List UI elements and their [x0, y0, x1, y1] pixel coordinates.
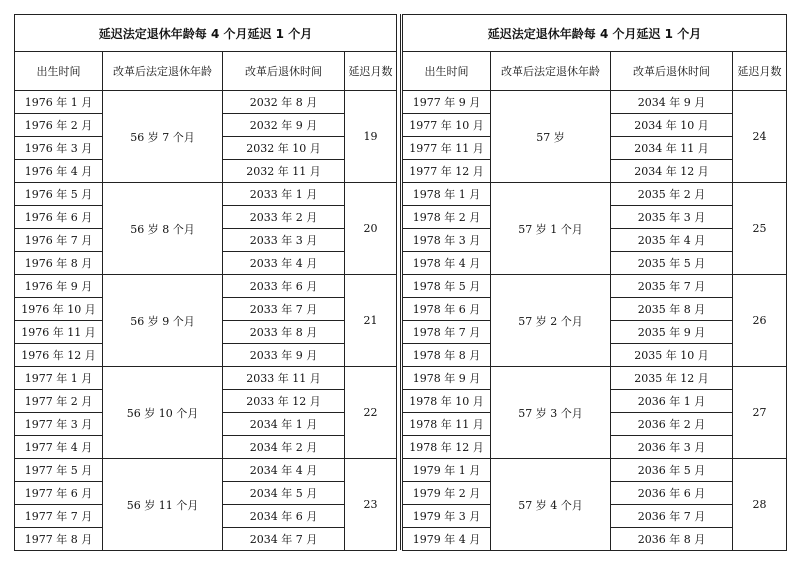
birth-time-cell: 1978 年 10 月	[403, 390, 491, 413]
retirement-time-cell: 2032 年 8 月	[223, 91, 345, 114]
column-header-age: 改革后法定退休年龄	[103, 52, 223, 91]
column-divider	[400, 14, 401, 550]
retirement-time-cell: 2035 年 8 月	[611, 298, 733, 321]
birth-time-cell: 1978 年 4 月	[403, 252, 491, 275]
retirement-age-cell: 57 岁 1 个月	[491, 183, 611, 275]
birth-time-cell: 1976 年 12 月	[15, 344, 103, 367]
table-row	[403, 91, 787, 114]
delay-months-cell: 27	[733, 367, 787, 459]
retirement-age-cell: 56 岁 8 个月	[103, 183, 223, 275]
birth-time-cell: 1976 年 10 月	[15, 298, 103, 321]
retirement-time-cell: 2033 年 11 月	[223, 367, 345, 390]
retirement-time-cell: 2035 年 5 月	[611, 252, 733, 275]
delay-months-cell: 19	[345, 91, 397, 183]
retirement-time-cell: 2036 年 7 月	[611, 505, 733, 528]
retirement-time-cell: 2035 年 2 月	[611, 183, 733, 206]
delay-months-cell: 20	[345, 183, 397, 275]
retirement-time-cell: 2033 年 3 月	[223, 229, 345, 252]
retirement-time-cell: 2036 年 3 月	[611, 436, 733, 459]
birth-time-cell: 1978 年 8 月	[403, 344, 491, 367]
birth-time-cell: 1979 年 4 月	[403, 528, 491, 551]
retirement-time-cell: 2035 年 4 月	[611, 229, 733, 252]
table-row	[15, 367, 397, 390]
retirement-time-cell: 2035 年 10 月	[611, 344, 733, 367]
birth-time-cell: 1977 年 10 月	[403, 114, 491, 137]
retirement-time-cell: 2034 年 11 月	[611, 137, 733, 160]
column-header-age: 改革后法定退休年龄	[491, 52, 611, 91]
retirement-time-cell: 2034 年 10 月	[611, 114, 733, 137]
table-row	[403, 183, 787, 206]
column-header-delay: 延迟月数	[733, 52, 787, 91]
retirement-table-right	[402, 14, 787, 551]
birth-time-cell: 1977 年 5 月	[15, 459, 103, 482]
retirement-time-cell: 2034 年 12 月	[611, 160, 733, 183]
retirement-time-cell: 2033 年 12 月	[223, 390, 345, 413]
table-row	[403, 367, 787, 390]
retirement-time-cell: 2034 年 5 月	[223, 482, 345, 505]
birth-time-cell: 1978 年 11 月	[403, 413, 491, 436]
delay-months-cell: 22	[345, 367, 397, 459]
retirement-time-cell: 2036 年 5 月	[611, 459, 733, 482]
retirement-time-cell: 2034 年 2 月	[223, 436, 345, 459]
retirement-time-cell: 2033 年 4 月	[223, 252, 345, 275]
retirement-time-cell: 2036 年 8 月	[611, 528, 733, 551]
birth-time-cell: 1977 年 6 月	[15, 482, 103, 505]
birth-time-cell: 1977 年 2 月	[15, 390, 103, 413]
birth-time-cell: 1978 年 7 月	[403, 321, 491, 344]
table-title: 延迟法定退休年龄每 4 个月延迟 1 个月	[15, 15, 397, 52]
column-header-retire-time: 改革后退休时间	[223, 52, 345, 91]
table-row	[15, 91, 397, 114]
birth-time-cell: 1978 年 2 月	[403, 206, 491, 229]
table-row	[403, 459, 787, 482]
retirement-time-cell: 2034 年 4 月	[223, 459, 345, 482]
retirement-age-cell: 57 岁 4 个月	[491, 459, 611, 551]
retirement-age-cell: 56 岁 9 个月	[103, 275, 223, 367]
retirement-time-cell: 2034 年 6 月	[223, 505, 345, 528]
retirement-table-left	[14, 14, 397, 551]
birth-time-cell: 1976 年 9 月	[15, 275, 103, 298]
birth-time-cell: 1978 年 1 月	[403, 183, 491, 206]
retirement-time-cell: 2034 年 9 月	[611, 91, 733, 114]
retirement-age-cell: 56 岁 11 个月	[103, 459, 223, 551]
birth-time-cell: 1977 年 11 月	[403, 137, 491, 160]
retirement-time-cell: 2034 年 7 月	[223, 528, 345, 551]
delay-months-cell: 21	[345, 275, 397, 367]
retirement-time-cell: 2033 年 1 月	[223, 183, 345, 206]
birth-time-cell: 1977 年 4 月	[15, 436, 103, 459]
delay-months-cell: 28	[733, 459, 787, 551]
delay-months-cell: 23	[345, 459, 397, 551]
column-header-birth: 出生时间	[15, 52, 103, 91]
retirement-age-cell: 56 岁 7 个月	[103, 91, 223, 183]
retirement-time-cell: 2032 年 11 月	[223, 160, 345, 183]
birth-time-cell: 1976 年 2 月	[15, 114, 103, 137]
birth-time-cell: 1977 年 3 月	[15, 413, 103, 436]
birth-time-cell: 1976 年 8 月	[15, 252, 103, 275]
birth-time-cell: 1978 年 3 月	[403, 229, 491, 252]
birth-time-cell: 1977 年 12 月	[403, 160, 491, 183]
birth-time-cell: 1978 年 12 月	[403, 436, 491, 459]
birth-time-cell: 1976 年 5 月	[15, 183, 103, 206]
table-row	[15, 275, 397, 298]
retirement-time-cell: 2035 年 7 月	[611, 275, 733, 298]
birth-time-cell: 1976 年 6 月	[15, 206, 103, 229]
retirement-age-cell: 57 岁 3 个月	[491, 367, 611, 459]
table-title: 延迟法定退休年龄每 4 个月延迟 1 个月	[403, 15, 787, 52]
birth-time-cell: 1976 年 4 月	[15, 160, 103, 183]
column-header-delay: 延迟月数	[345, 52, 397, 91]
retirement-time-cell: 2036 年 1 月	[611, 390, 733, 413]
birth-time-cell: 1976 年 11 月	[15, 321, 103, 344]
retirement-time-cell: 2035 年 9 月	[611, 321, 733, 344]
retirement-time-cell: 2035 年 3 月	[611, 206, 733, 229]
column-divider	[396, 14, 397, 550]
birth-time-cell: 1978 年 6 月	[403, 298, 491, 321]
retirement-time-cell: 2035 年 12 月	[611, 367, 733, 390]
retirement-time-cell: 2032 年 10 月	[223, 137, 345, 160]
birth-time-cell: 1979 年 1 月	[403, 459, 491, 482]
birth-time-cell: 1976 年 1 月	[15, 91, 103, 114]
delay-months-cell: 24	[733, 91, 787, 183]
retirement-time-cell: 2036 年 6 月	[611, 482, 733, 505]
delay-months-cell: 25	[733, 183, 787, 275]
retirement-time-cell: 2032 年 9 月	[223, 114, 345, 137]
retirement-age-cell: 57 岁 2 个月	[491, 275, 611, 367]
birth-time-cell: 1978 年 9 月	[403, 367, 491, 390]
retirement-age-cell: 56 岁 10 个月	[103, 367, 223, 459]
retirement-time-cell: 2033 年 7 月	[223, 298, 345, 321]
table-row	[15, 459, 397, 482]
delay-months-cell: 26	[733, 275, 787, 367]
retirement-time-cell: 2033 年 6 月	[223, 275, 345, 298]
birth-time-cell: 1979 年 2 月	[403, 482, 491, 505]
birth-time-cell: 1977 年 1 月	[15, 367, 103, 390]
retirement-time-cell: 2034 年 1 月	[223, 413, 345, 436]
birth-time-cell: 1977 年 8 月	[15, 528, 103, 551]
column-header-birth: 出生时间	[403, 52, 491, 91]
retirement-age-cell: 57 岁	[491, 91, 611, 183]
birth-time-cell: 1977 年 9 月	[403, 91, 491, 114]
birth-time-cell: 1977 年 7 月	[15, 505, 103, 528]
birth-time-cell: 1976 年 3 月	[15, 137, 103, 160]
retirement-time-cell: 2033 年 9 月	[223, 344, 345, 367]
table-row	[403, 275, 787, 298]
table-row	[15, 183, 397, 206]
retirement-time-cell: 2033 年 2 月	[223, 206, 345, 229]
retirement-time-cell: 2033 年 8 月	[223, 321, 345, 344]
column-header-retire-time: 改革后退休时间	[611, 52, 733, 91]
retirement-time-cell: 2036 年 2 月	[611, 413, 733, 436]
birth-time-cell: 1978 年 5 月	[403, 275, 491, 298]
birth-time-cell: 1979 年 3 月	[403, 505, 491, 528]
birth-time-cell: 1976 年 7 月	[15, 229, 103, 252]
